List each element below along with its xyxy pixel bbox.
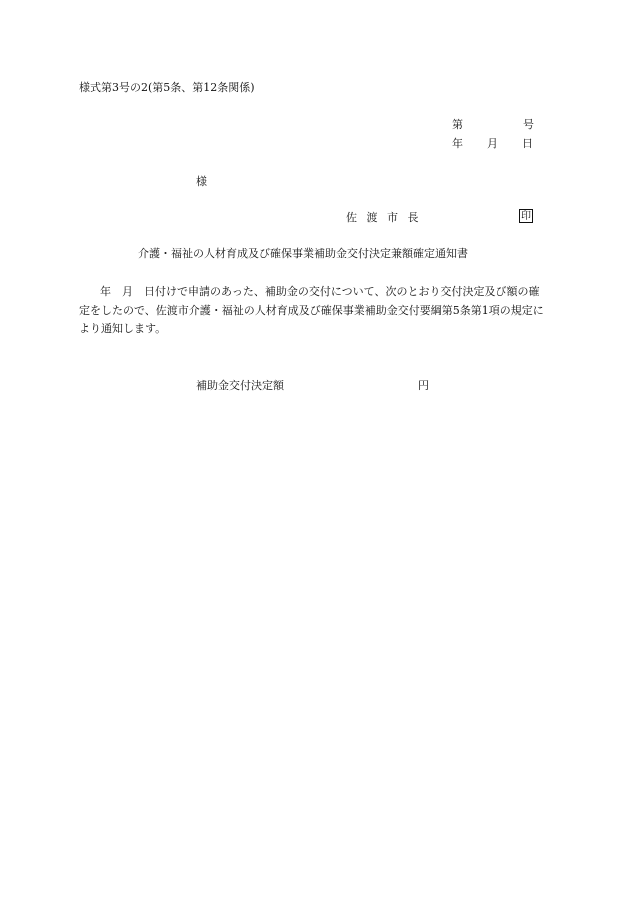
date-month-label: 月 bbox=[487, 137, 498, 150]
document-number-prefix: 第 bbox=[452, 118, 463, 131]
issuer-name: 佐 渡 市 長 bbox=[346, 211, 422, 224]
seal-mark: 印 bbox=[521, 211, 531, 222]
date-day-label: 日 bbox=[522, 137, 533, 150]
form-label: 様式第3号の2(第5条、第12条関係) bbox=[79, 81, 255, 94]
date-year-label: 年 bbox=[452, 137, 463, 150]
body-paragraph: 年 月 日付けで申請のあった、補助金の交付について、次のとおり交付決定及び額の確定をしたので、佐渡市介護・福祉の人材育成及び確保事業補助金交付要綱第5条第1項の規定により通知します。 bbox=[79, 285, 544, 335]
amount-unit: 円 bbox=[418, 379, 429, 392]
amount-label: 補助金交付決定額 bbox=[196, 379, 284, 392]
document-number-suffix: 号 bbox=[523, 118, 534, 131]
addressee-suffix: 様 bbox=[196, 175, 207, 188]
document-title: 介護・福祉の人材育成及び確保事業補助金交付決定兼額確定通知書 bbox=[138, 247, 468, 260]
